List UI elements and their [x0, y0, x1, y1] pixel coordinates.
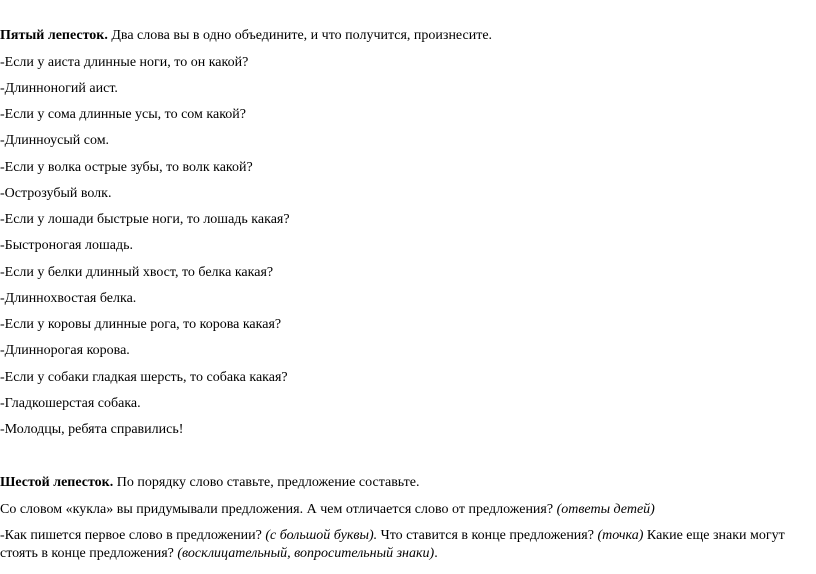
section5-line-14: -Гладкошерстая собака.	[0, 396, 141, 411]
section5-line-12: -Длиннорогая корова.	[0, 343, 130, 358]
section6-para2-text-b: Что ставится в конце предложения?	[377, 528, 594, 543]
section6-para2-text-a: -Как пишется первое слово в предложении?	[0, 528, 262, 543]
section6-heading: Шестой лепесток.	[0, 475, 114, 490]
section5-line-9: -Если у белки длинный хвост, то белка какая?	[0, 265, 274, 280]
section6-para2-end: .	[434, 546, 438, 561]
section6-paragraph-1	[0, 501, 655, 518]
section5-line-3: -Если у сома длинные усы, то сом какой?	[0, 107, 246, 122]
section5-line-13: -Если у собаки гладкая шерсть, то собака какая?	[0, 370, 288, 385]
section5-line-4: -Длинноусый сом.	[0, 133, 110, 148]
section5-line-1: -Если у аиста длинные ноги, то он какой?	[0, 55, 249, 70]
section6-title-line	[0, 474, 419, 491]
section6-para2-italic-b: (точка)	[597, 528, 644, 543]
section6-para1-text: Со словом «кукла» вы придумывали предложения. А чем отличается слово от предложения?	[0, 502, 554, 517]
section5-line-6: -Острозубый волк.	[0, 186, 112, 201]
section5-line-7: -Если у лошади быстрые ноги, то лошадь какая?	[0, 212, 290, 227]
section6-para1-italic: (ответы детей)	[556, 502, 655, 517]
section5-line-8: -Быстроногая лошадь.	[0, 238, 133, 253]
section5-intro: Два слова вы в одно объедините, и что получится, произнесите.	[107, 28, 493, 43]
section5-line-5: -Если у волка острые зубы, то волк какой?	[0, 160, 253, 175]
section6-paragraph-2	[0, 527, 812, 563]
section5-title-line	[0, 27, 492, 44]
section5-line-11: -Если у коровы длинные рога, то корова какая?	[0, 317, 282, 332]
section6-para2-italic-c: (восклицательный, вопросительный знаки)	[177, 546, 435, 561]
section5-line-2: -Длинноногий аист.	[0, 81, 118, 96]
section6-para2-italic-a: (с большой буквы).	[265, 528, 378, 543]
section5-heading: Пятый лепесток.	[0, 28, 108, 43]
section5-line-10: -Длиннохвостая белка.	[0, 291, 137, 306]
section5-line-15: -Молодцы, ребята справились!	[0, 422, 184, 437]
section6-para2-text-c: Какие еще знаки могут стоять в конце предложения?	[0, 528, 785, 561]
section6-intro: По порядку слово ставьте, предложение составьте.	[113, 475, 420, 490]
